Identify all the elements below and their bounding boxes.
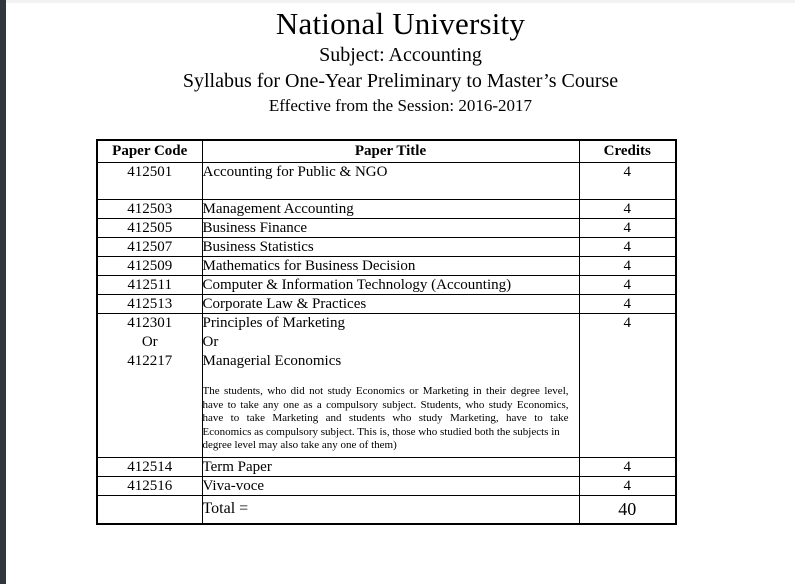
- syllabus-line: Syllabus for One-Year Preliminary to Master’s Course: [182, 70, 619, 92]
- optional-title-or: Or: [202, 334, 219, 350]
- cell-paper-code: 412509: [97, 257, 202, 276]
- syllabus-table-container: [6, 139, 795, 525]
- cell-paper-title: Computer & Information Technology (Accounting): [202, 276, 579, 295]
- optional-title-first: Principles of Marketing: [202, 315, 345, 331]
- cell-paper-title: Term Paper: [202, 457, 579, 476]
- optional-note-paragraph: The students, who did not study Economics or Marketing in their degree level, have to take any one as a compulsory subject. Students, who study Economics, have to take Marketing and students who study Marketing, have to take Economics as compulsory subject. This is, those who studied both the subjects in: [202, 385, 569, 438]
- document-page: [6, 3, 795, 584]
- table-body: [97, 163, 676, 524]
- cell-paper-title: Viva-voce: [202, 476, 579, 495]
- cell-paper-code: 412503: [97, 200, 202, 219]
- cell-paper-code: 412505: [97, 219, 202, 238]
- table-row: [97, 457, 676, 476]
- table-header-row: [97, 140, 676, 163]
- table-row: [97, 276, 676, 295]
- cell-credits: 4: [579, 457, 676, 476]
- cell-paper-code-empty: [97, 495, 202, 524]
- session-line: Effective from the Session: 2016-2017: [268, 96, 533, 115]
- cell-credits: 4: [579, 219, 676, 238]
- cell-credits: 4: [579, 276, 676, 295]
- table-row: [97, 476, 676, 495]
- table-row-total: [97, 495, 676, 524]
- syllabus-table: [96, 139, 677, 525]
- cell-paper-title-optional: [202, 314, 579, 458]
- cell-paper-title: Business Statistics: [202, 238, 579, 257]
- page-title: National University: [275, 6, 526, 41]
- column-header-paper-title: Paper Title: [202, 140, 579, 163]
- cell-credits: 4: [579, 238, 676, 257]
- cell-paper-code: 412514: [97, 457, 202, 476]
- optional-code-second: 412217: [127, 353, 173, 369]
- optional-code-first: 412301: [127, 315, 173, 331]
- cell-paper-title: Management Accounting: [202, 200, 579, 219]
- cell-total-credits: 40: [579, 495, 676, 524]
- cell-paper-title: Accounting for Public & NGO: [202, 163, 579, 200]
- cell-credits: 4: [579, 295, 676, 314]
- optional-code-or: Or: [141, 334, 158, 350]
- cell-credits: 4: [579, 476, 676, 495]
- cell-paper-title: Corporate Law & Practices: [202, 295, 579, 314]
- table-row: [97, 163, 676, 200]
- cell-paper-code-optional: [97, 314, 202, 458]
- table-row: [97, 238, 676, 257]
- cell-paper-code: 412513: [97, 295, 202, 314]
- cell-credits: 4: [579, 163, 676, 200]
- column-header-paper-code: Paper Code: [97, 140, 202, 163]
- cell-credits: 4: [579, 200, 676, 219]
- table-row: [97, 257, 676, 276]
- table-row: [97, 295, 676, 314]
- table-header: [97, 140, 676, 163]
- cell-paper-code: 412507: [97, 238, 202, 257]
- subject-line: Subject: Accounting: [319, 44, 482, 66]
- document-header: [6, 3, 795, 118]
- cell-paper-code: 412516: [97, 476, 202, 495]
- cell-credits: 4: [579, 314, 676, 458]
- cell-paper-code: 412511: [97, 276, 202, 295]
- table-row: [97, 200, 676, 219]
- table-row: [97, 219, 676, 238]
- column-header-credits: Credits: [579, 140, 676, 163]
- optional-title-second: Managerial Economics: [202, 353, 342, 369]
- cell-paper-title: Business Finance: [202, 219, 579, 238]
- cell-paper-code: 412501: [97, 163, 202, 200]
- cell-total-label: Total =: [202, 495, 579, 524]
- table-row-optional-paper: [97, 314, 676, 458]
- cell-credits: 4: [579, 257, 676, 276]
- optional-note-last-line: degree level may also take any one of them): [202, 439, 397, 451]
- cell-paper-title: Mathematics for Business Decision: [202, 257, 579, 276]
